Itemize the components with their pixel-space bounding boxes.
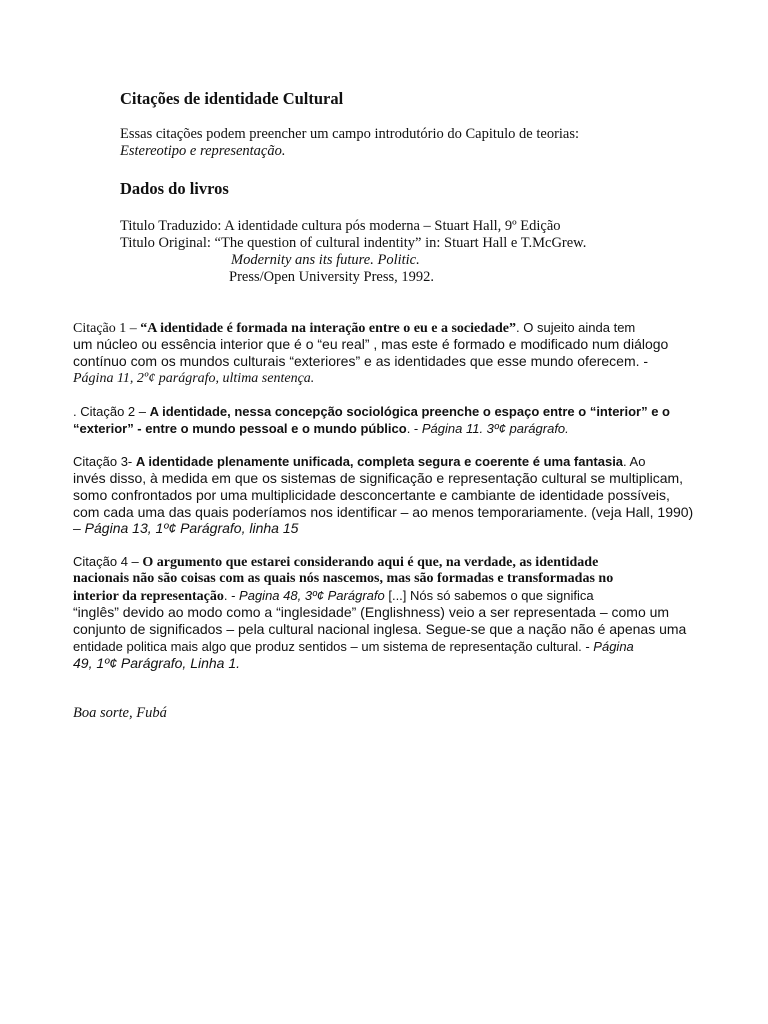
book-translated-title: Titulo Traduzido: A identidade cultura pós moderna – Stuart Hall, 9º Edição <box>120 218 561 234</box>
quote-4-line-6 <box>73 638 634 656</box>
quote-2-bold-2: “exterior” - entre o mundo pessoal e o mundo público <box>73 421 407 436</box>
quote-4-line-4: “inglês” devido ao modo como a “inglesidade” (Englishness) veio a ser representada – como um <box>73 604 670 620</box>
quote-1-rest: . O sujeito ainda tem <box>516 320 636 335</box>
quote-4-line-1 <box>73 553 598 571</box>
quote-1-prefix: Citação 1 – <box>73 321 141 336</box>
quote-3-bold: A identidade plenamente unificada, completa segura e coerente é uma fantasia <box>135 454 624 469</box>
quote-3-line-4: com cada uma das quais poderíamos nos identificar – ao menos temporariamente. (veja Hall, 1990) <box>73 504 694 520</box>
quote-4-line-5: conjunto de significados – pela cultural nacional inglesa. Segue-se que a nação não é apenas uma <box>73 621 687 637</box>
book-original-title: Titulo Original: “The question of cultural indentity” in: Stuart Hall e T.McGrew. <box>120 235 587 251</box>
quote-4-bold-3: interior da representação <box>73 589 224 604</box>
quote-2-separator: . - <box>406 421 422 436</box>
book-publisher: Press/Open University Press, 1992. <box>229 269 435 285</box>
quote-1-bold: “A identidade é formada na interação entre o eu e a sociedade” <box>140 321 517 336</box>
document-title: Citações de identidade Cultural <box>120 89 344 108</box>
quote-2-line-2 <box>73 420 569 438</box>
intro-line-2: Estereotipo e representação. <box>120 143 286 159</box>
quote-2-bold-1: A identidade, nessa concepção sociológica preenche o espaço entre o “interior” e o <box>149 404 670 419</box>
quote-3-reference: – Página 13, 1º¢ Parágrafo, linha 15 <box>73 520 299 536</box>
quote-1-reference: Página 11, 2º¢ parágrafo, ultima sentença. <box>73 371 315 386</box>
quote-3-line-2: invés disso, à medida em que os sistemas de significação e representação cultural se multiplicam, <box>73 470 684 486</box>
quote-4-line-6-text: entidade politica mais algo que produz sentidos – um sistema de representação cultural. - <box>73 639 594 654</box>
quote-4-rest: [...] Nós só sabemos o que significa <box>384 588 594 603</box>
quote-4-bold-1: O argumento que estarei considerando aqui é que, na verdade, as identidade <box>142 555 599 570</box>
quote-3-prefix: Citação 3- <box>73 454 136 469</box>
quote-4-line-2: nacionais não são coisas com as quais nós nascemos, mas são formadas e transformadas no <box>73 571 614 586</box>
book-section-heading: Dados do livros <box>120 179 229 198</box>
quote-4-line-3 <box>73 587 594 605</box>
quote-4-line-6-page: Página <box>593 639 634 654</box>
intro-line-1: Essas citações podem preencher um campo introdutório do Capitulo de teorias: <box>120 126 580 142</box>
quote-2-reference: Página 11. 3º¢ parágrafo. <box>421 421 569 436</box>
quote-2-line-1 <box>73 403 670 421</box>
quote-4-separator: . - <box>223 588 240 603</box>
quote-1-line-2: um núcleo ou essência interior que é o “eu real” , mas este é formado e modificado num diálogo <box>73 336 669 352</box>
signoff: Boa sorte, Fubá <box>73 705 167 721</box>
quote-3-line-1 <box>73 453 645 471</box>
quote-2-prefix: . Citação 2 – <box>73 404 150 419</box>
quote-1-line-1 <box>73 319 635 337</box>
quote-1-line-3: contínuo com os mundos culturais “exteriores” e as identidades que esse mundo oferecem. - <box>73 353 649 369</box>
quote-4-prefix: Citação 4 – <box>73 554 143 569</box>
book-original-title-cont: Modernity ans its future. Politic. <box>231 252 420 268</box>
quote-4-reference-2: 49, 1º¢ Parágrafo, Linha 1. <box>73 655 241 671</box>
quote-3-line-3: somo confrontados por uma multiplicidade desconcertante e cambiante de identidade possíveis, <box>73 487 670 503</box>
quote-3-rest: . Ao <box>623 454 646 469</box>
quote-4-reference-1: Pagina 48, 3º¢ Parágrafo <box>239 588 385 603</box>
